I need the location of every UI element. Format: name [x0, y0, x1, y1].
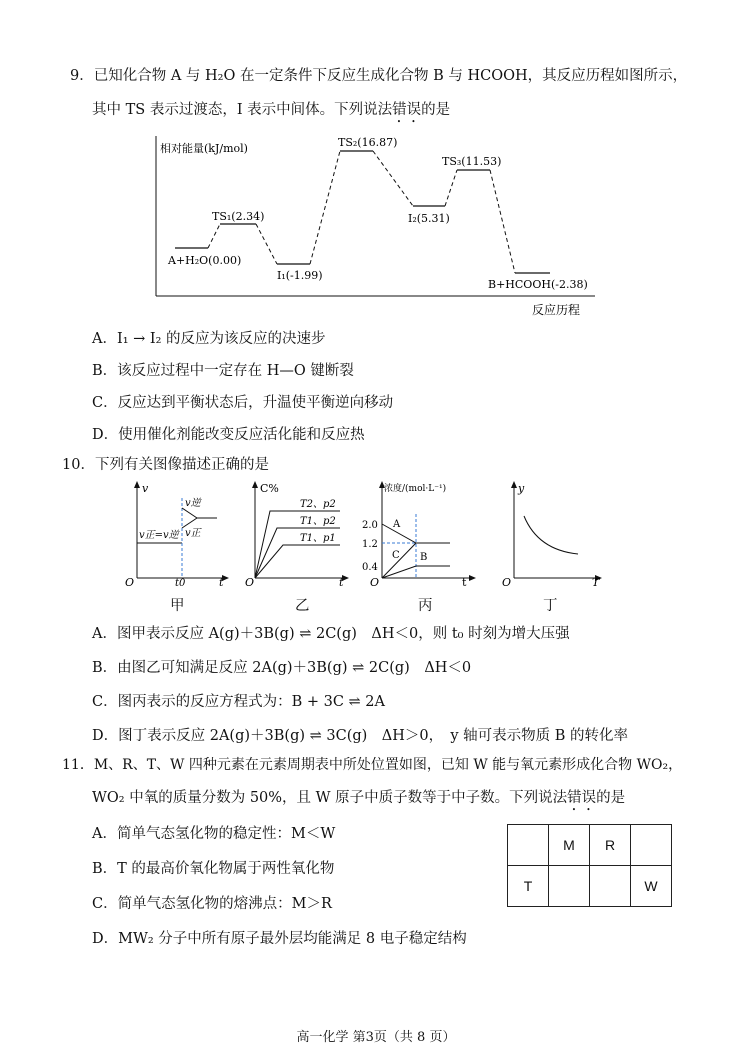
q11-option-c: C．简单气态氢化物的熔沸点：M＞R	[92, 896, 332, 912]
jia-x-label: t	[219, 576, 224, 589]
cell-R: R	[590, 825, 631, 866]
q10-option-a: A．图甲表示反应 A(g)＋3B(g) ⇌ 2C(g) ΔH＜0，则 t₀ 时刻为增大压强	[92, 626, 570, 642]
q11-option-a: A．简单气态氢化物的稳定性：M＜W	[92, 826, 336, 842]
graph-yi	[245, 478, 360, 593]
cell-T: T	[508, 866, 549, 907]
cell-2-2	[549, 866, 590, 907]
q11-emphasis: 错误	[567, 790, 597, 806]
graph-caption-bing: 丙	[418, 598, 433, 614]
cell-1-4	[631, 825, 672, 866]
bing-label-B: B	[420, 552, 428, 563]
q9-stem-end: 的是	[421, 102, 451, 118]
label-TS1: TS₁(2.34)	[212, 210, 265, 223]
graph-caption-yi: 乙	[295, 598, 310, 614]
graph-jia	[125, 478, 235, 593]
ding-y-label: y	[518, 482, 525, 495]
yi-origin: O	[245, 576, 255, 589]
label-I2: I₂(5.31)	[408, 212, 450, 225]
q11-stem-end: 的是	[596, 790, 626, 806]
q10-option-d: D．图丁表示反应 2A(g)＋3B(g) ⇌ 3C(g) ΔH＞0， y 轴可表示物质 B 的转化率	[92, 728, 629, 744]
q11-stem-line1: 11．M、R、T、W 四种元素在元素周期表中所处位置如图，已知 W 能与氧元素形成化合物 WO₂，	[62, 757, 683, 773]
ding-y-arrow	[511, 481, 517, 488]
bing-y-label: 浓度/(mol·L⁻¹)	[384, 484, 447, 494]
q10-stem: 10．下列有关图像描述正确的是	[62, 457, 269, 473]
yi-x-label: t	[339, 576, 344, 589]
jia-t0-label: t0	[175, 578, 186, 589]
q9-stem-text: 其中 TS 表示过渡态，I 表示中间体。下列说法	[92, 102, 393, 118]
periodic-table-fragment	[507, 824, 672, 907]
label-TS3: TS₃(11.53)	[442, 155, 502, 168]
q9-option-c: C．反应达到平衡状态后，升温使平衡逆向移动	[92, 395, 394, 411]
q9-option-b: B．该反应过程中一定存在 H—O 键断裂	[92, 363, 354, 379]
q11-option-b: B．T 的最高价氧化物属于两性氧化物	[92, 861, 335, 877]
jia-eq-label: v正=v逆	[139, 530, 179, 541]
bing-x-arrow	[469, 575, 476, 581]
q9-emphasis: 错误	[392, 102, 422, 118]
jia-origin: O	[125, 576, 135, 589]
ding-origin: O	[502, 576, 512, 589]
jia-vfwd-label: v正	[185, 528, 201, 539]
graph-bing	[360, 478, 490, 593]
ding-x-label: T	[592, 576, 600, 589]
x-axis-label: 反应历程	[532, 303, 581, 317]
q11-stem-text: WO₂ 中氧的质量分数为 50%，且 W 原子中质子数等于中子数。下列说法	[92, 790, 568, 806]
yi-y-arrow	[252, 481, 258, 488]
q11-stem-line2	[92, 790, 625, 814]
cell-2-3	[590, 866, 631, 907]
yi-label-T1p2: T1、p2	[300, 516, 336, 527]
jia-y-arrow	[134, 481, 140, 488]
bing-label-C: C	[392, 550, 400, 561]
jia-vrev-curve	[182, 508, 197, 518]
yi-y-label: C%	[260, 482, 279, 495]
page-footer: 高一化学 第3页（共 8 页）	[296, 1030, 456, 1045]
q10-option-c: C．图丙表示的反应方程式为：B + 3C ⇌ 2A	[92, 694, 386, 710]
yi-label-T1p1: T1、p1	[300, 533, 336, 544]
graph-caption-jia: 甲	[170, 598, 185, 614]
cell-1-1	[508, 825, 549, 866]
label-A-H2O: A+H₂O(0.00)	[168, 254, 242, 267]
jia-vfwd-curve	[182, 518, 197, 528]
bing-ytick-1-2: 1.2	[362, 539, 378, 550]
q9-option-a: A．I₁ → I₂ 的反应为该反应的决速步	[92, 331, 326, 347]
energy-diagram	[140, 128, 600, 323]
ding-curve	[524, 516, 578, 554]
graph-ding	[498, 478, 608, 593]
q10-option-b: B．由图乙可知满足反应 2A(g)＋3B(g) ⇌ 2C(g) ΔH＜0	[92, 660, 472, 676]
jia-y-label: v	[142, 482, 149, 495]
cell-M: M	[549, 825, 590, 866]
bing-x-label: t	[462, 576, 467, 589]
q9-stem-line1: 9．已知化合物 A 与 H₂O 在一定条件下反应生成化合物 B 与 HCOOH，其反应历程如图所示，	[70, 68, 688, 84]
cell-W: W	[631, 866, 672, 907]
q9-option-d: D．使用催化剂能改变反应活化能和反应热	[92, 427, 365, 443]
q11-option-d: D．MW₂ 分子中所有原子最外层均能满足 8 电子稳定结构	[92, 931, 467, 947]
label-I1: I₁(-1.99)	[277, 269, 323, 282]
bing-ytick-0-4: 0.4	[362, 562, 378, 573]
bing-ytick-2: 2.0	[362, 520, 378, 531]
y-axis-label: 相对能量(kJ/mol)	[160, 142, 248, 155]
bing-label-A: A	[393, 519, 401, 530]
label-TS2: TS₂(16.87)	[338, 136, 398, 149]
label-B-HCOOH: B+HCOOH(-2.38)	[488, 278, 588, 291]
yi-label-T2p2: T2、p2	[300, 499, 336, 510]
bing-origin: O	[370, 576, 380, 589]
graph-caption-ding: 丁	[543, 598, 558, 614]
q9-stem-line2	[92, 102, 450, 126]
jia-vrev-label: v逆	[185, 498, 201, 509]
